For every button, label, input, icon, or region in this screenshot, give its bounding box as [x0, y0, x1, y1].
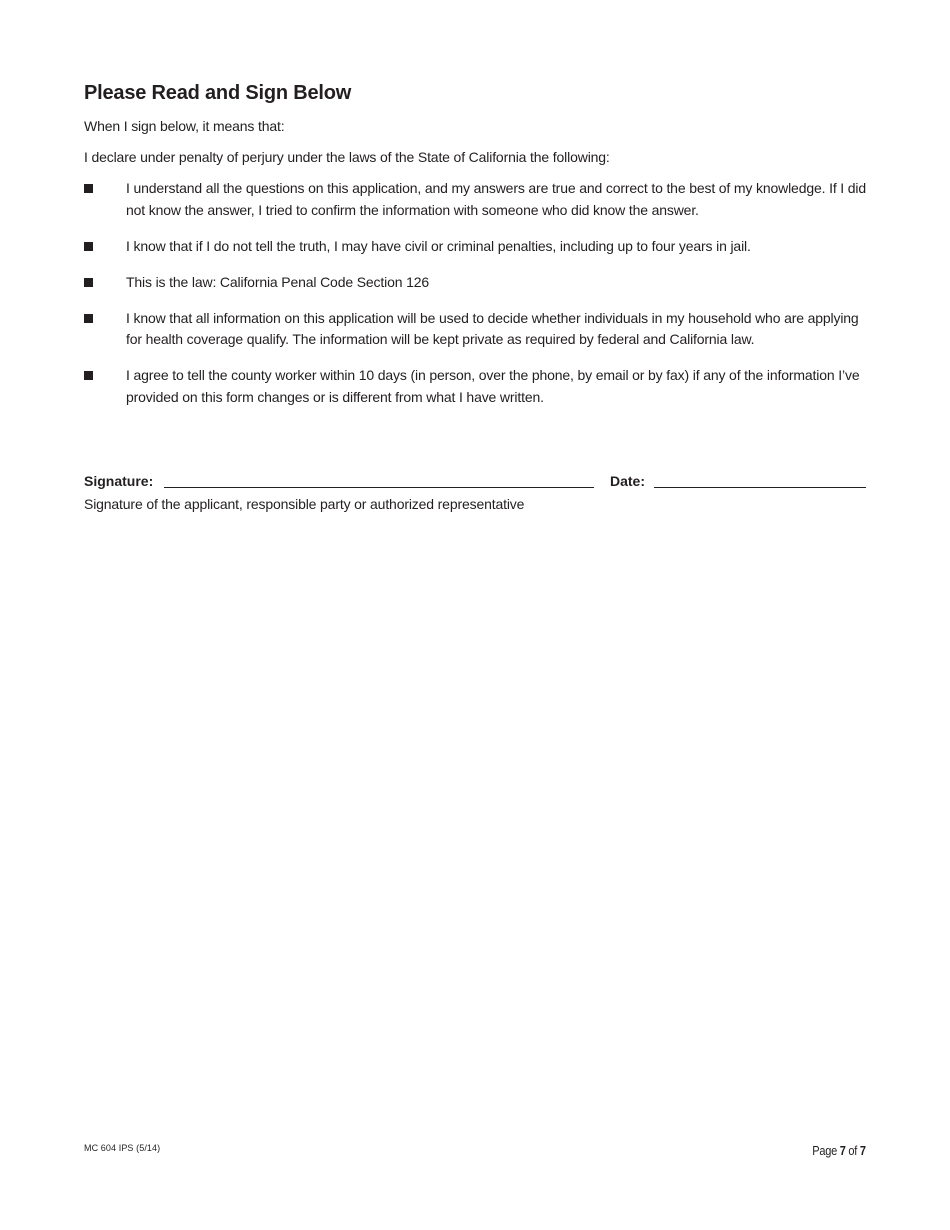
date-field[interactable] — [654, 487, 866, 488]
signature-field[interactable] — [164, 487, 594, 488]
declaration-list — [84, 178, 874, 408]
signature-caption: Signature of the applicant, responsible party or authorized representative — [84, 496, 525, 512]
declaration-text: I know that if I do not tell the truth, I may have civil or criminal penalties, including up to four years in jail. — [126, 237, 751, 254]
square-bullet-icon — [84, 278, 93, 287]
square-bullet-icon — [84, 314, 93, 323]
list-item — [84, 178, 874, 221]
form-id: MC 604 IPS (5/14) — [84, 1143, 161, 1153]
signature-label: Signature: — [84, 473, 154, 489]
square-bullet-icon — [84, 242, 93, 251]
page-total: 7 — [860, 1144, 866, 1158]
signature-row — [84, 470, 866, 490]
square-bullet-icon — [84, 371, 93, 380]
list-item — [84, 236, 874, 258]
list-item — [84, 308, 874, 351]
page-title: Please Read and Sign Below — [84, 82, 352, 104]
page-current: 7 — [840, 1144, 846, 1158]
list-item — [84, 272, 874, 294]
square-bullet-icon — [84, 184, 93, 193]
list-item — [84, 365, 874, 408]
declaration-text: This is the law: California Penal Code Section 126 — [126, 273, 430, 290]
intro-text: When I sign below, it means that: — [84, 118, 285, 134]
declaration-text: I agree to tell the county worker within 10 days (in person, over the phone, by email or by fax) if any of the information I’ve provided on this form changes or is different from what I have written. — [126, 367, 860, 405]
page-number — [813, 1144, 866, 1158]
page-word: Page — [812, 1144, 838, 1158]
date-label: Date: — [610, 473, 646, 489]
declaration-text: I know that all information on this application will be used to decide whether individuals in my household who are applying for health coverage qualify. The information will be kept private as required by federal and California law. — [126, 309, 859, 347]
declaration-text: I understand all the questions on this application, and my answers are true and correct to the best of my knowledge. If I did not know the answer, I tried to confirm the information with someone who did know the answer. — [126, 180, 867, 218]
page-of-word: of — [848, 1144, 858, 1158]
perjury-statement: I declare under penalty of perjury under the laws of the State of California the following: — [84, 149, 610, 165]
